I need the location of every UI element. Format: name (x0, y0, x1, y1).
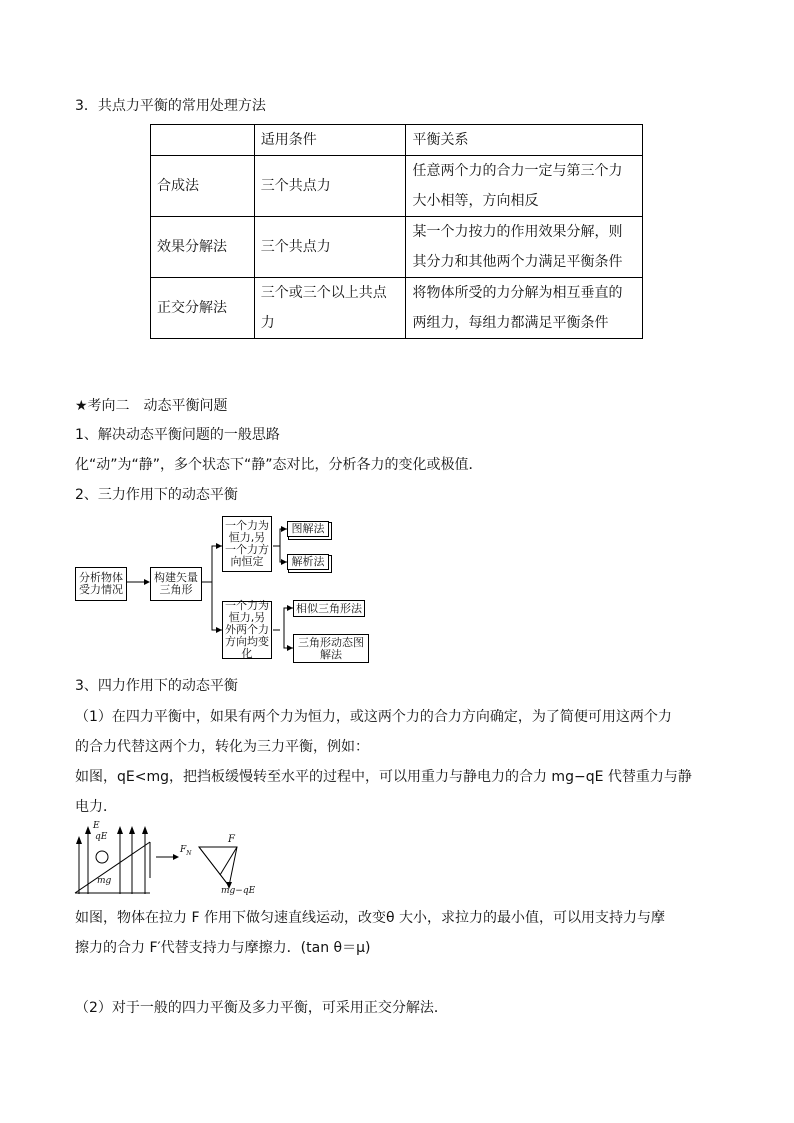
subsection-title: 2、三力作用下的动态平衡 (75, 487, 238, 503)
flow-similar-triangle-box: 相似三角形法 (293, 600, 365, 617)
table-cell: 正交分解法 (151, 278, 255, 339)
paragraph-line: 的合力代替这两个力，转化为三力平衡，例如： (75, 739, 369, 755)
table-row (151, 278, 643, 339)
flow-diagram (70, 512, 380, 667)
table-cell: 效果分解法 (151, 217, 255, 278)
paragraph-line: 电力． (75, 799, 117, 815)
paragraph-line: 如图，qE<mg，把挡板缓慢转至水平的过程中，可以用重力与静电力的合力 mg−qE 代替重力与静 (75, 769, 692, 785)
label-mg-qE: mg−qE (221, 886, 256, 896)
table-cell: 三个共点力 (254, 156, 406, 217)
label-FN (180, 845, 192, 857)
paragraph-line: 擦力的合力 F′代替支持力与摩擦力．(tan θ＝μ) (75, 940, 371, 956)
label-E: E (93, 821, 100, 831)
flow-graphic-method-box: 图解法 (287, 521, 329, 537)
table-header-cell: 适用条件 (254, 125, 406, 156)
label-F: F (228, 834, 235, 845)
table-row (151, 217, 643, 278)
paragraph-line: 如图，物体在拉力 F 作用下做匀速直线运动，改变θ 大小，求拉力的最小值，可以用支持力与摩 (75, 910, 665, 926)
force-figure (70, 820, 270, 900)
flow-upper-condition-box: 一个力为恒力,另一个力方向恒定 (222, 516, 272, 572)
table-cell: 将物体所受的力分解为相互垂直的两组力，每组力都满足平衡条件 (406, 278, 643, 339)
methods-table (150, 124, 643, 339)
paragraph-line: （1）在四力平衡中，如果有两个力为恒力，或这两个力的合力方向确定，为了简便可用这两个力 (75, 709, 672, 725)
table-cell: 合成法 (151, 156, 255, 217)
flow-start-box: 分析物体受力情况 (75, 567, 127, 601)
table-row (151, 156, 643, 217)
flow-mid-box: 构建矢量三角形 (150, 567, 202, 601)
paragraph-line: （2）对于一般的四力平衡及多力平衡，可采用正交分解法． (75, 1000, 448, 1016)
subsection-title: 3、四力作用下的动态平衡 (75, 678, 238, 694)
flow-lower-condition-box: 一个力为恒力,另外两个力方向均变化 (222, 601, 272, 659)
subsection-title: 1、解决动态平衡问题的一般思路 (75, 427, 280, 443)
paragraph: 化“动”为“静”，多个状态下“静”态对比，分析各力的变化或极值． (75, 457, 483, 473)
table-header-row (151, 125, 643, 156)
section-heading: 3．共点力平衡的常用处理方法 (75, 98, 266, 114)
table-cell: 某一个力按力的作用效果分解，则其分力和其他两个力满足平衡条件 (406, 217, 643, 278)
flow-dynamic-triangle-box: 三角形动态图解法 (293, 634, 369, 663)
section-title: ★考向二 动态平衡问题 (75, 398, 228, 414)
flow-analytic-method-box: 解析法 (287, 554, 329, 570)
table-cell: 三个共点力 (254, 217, 406, 278)
label-FN-sub: N (186, 849, 192, 857)
table-header-cell: 平衡关系 (406, 125, 643, 156)
label-FN-main: F (180, 845, 187, 855)
label-mg: mg (97, 876, 112, 886)
table-cell: 三个或三个以上共点力 (254, 278, 406, 339)
label-qE: qE (95, 832, 108, 842)
table-header-cell (151, 125, 255, 156)
table-cell: 任意两个力的合力一定与第三个力大小相等，方向相反 (406, 156, 643, 217)
